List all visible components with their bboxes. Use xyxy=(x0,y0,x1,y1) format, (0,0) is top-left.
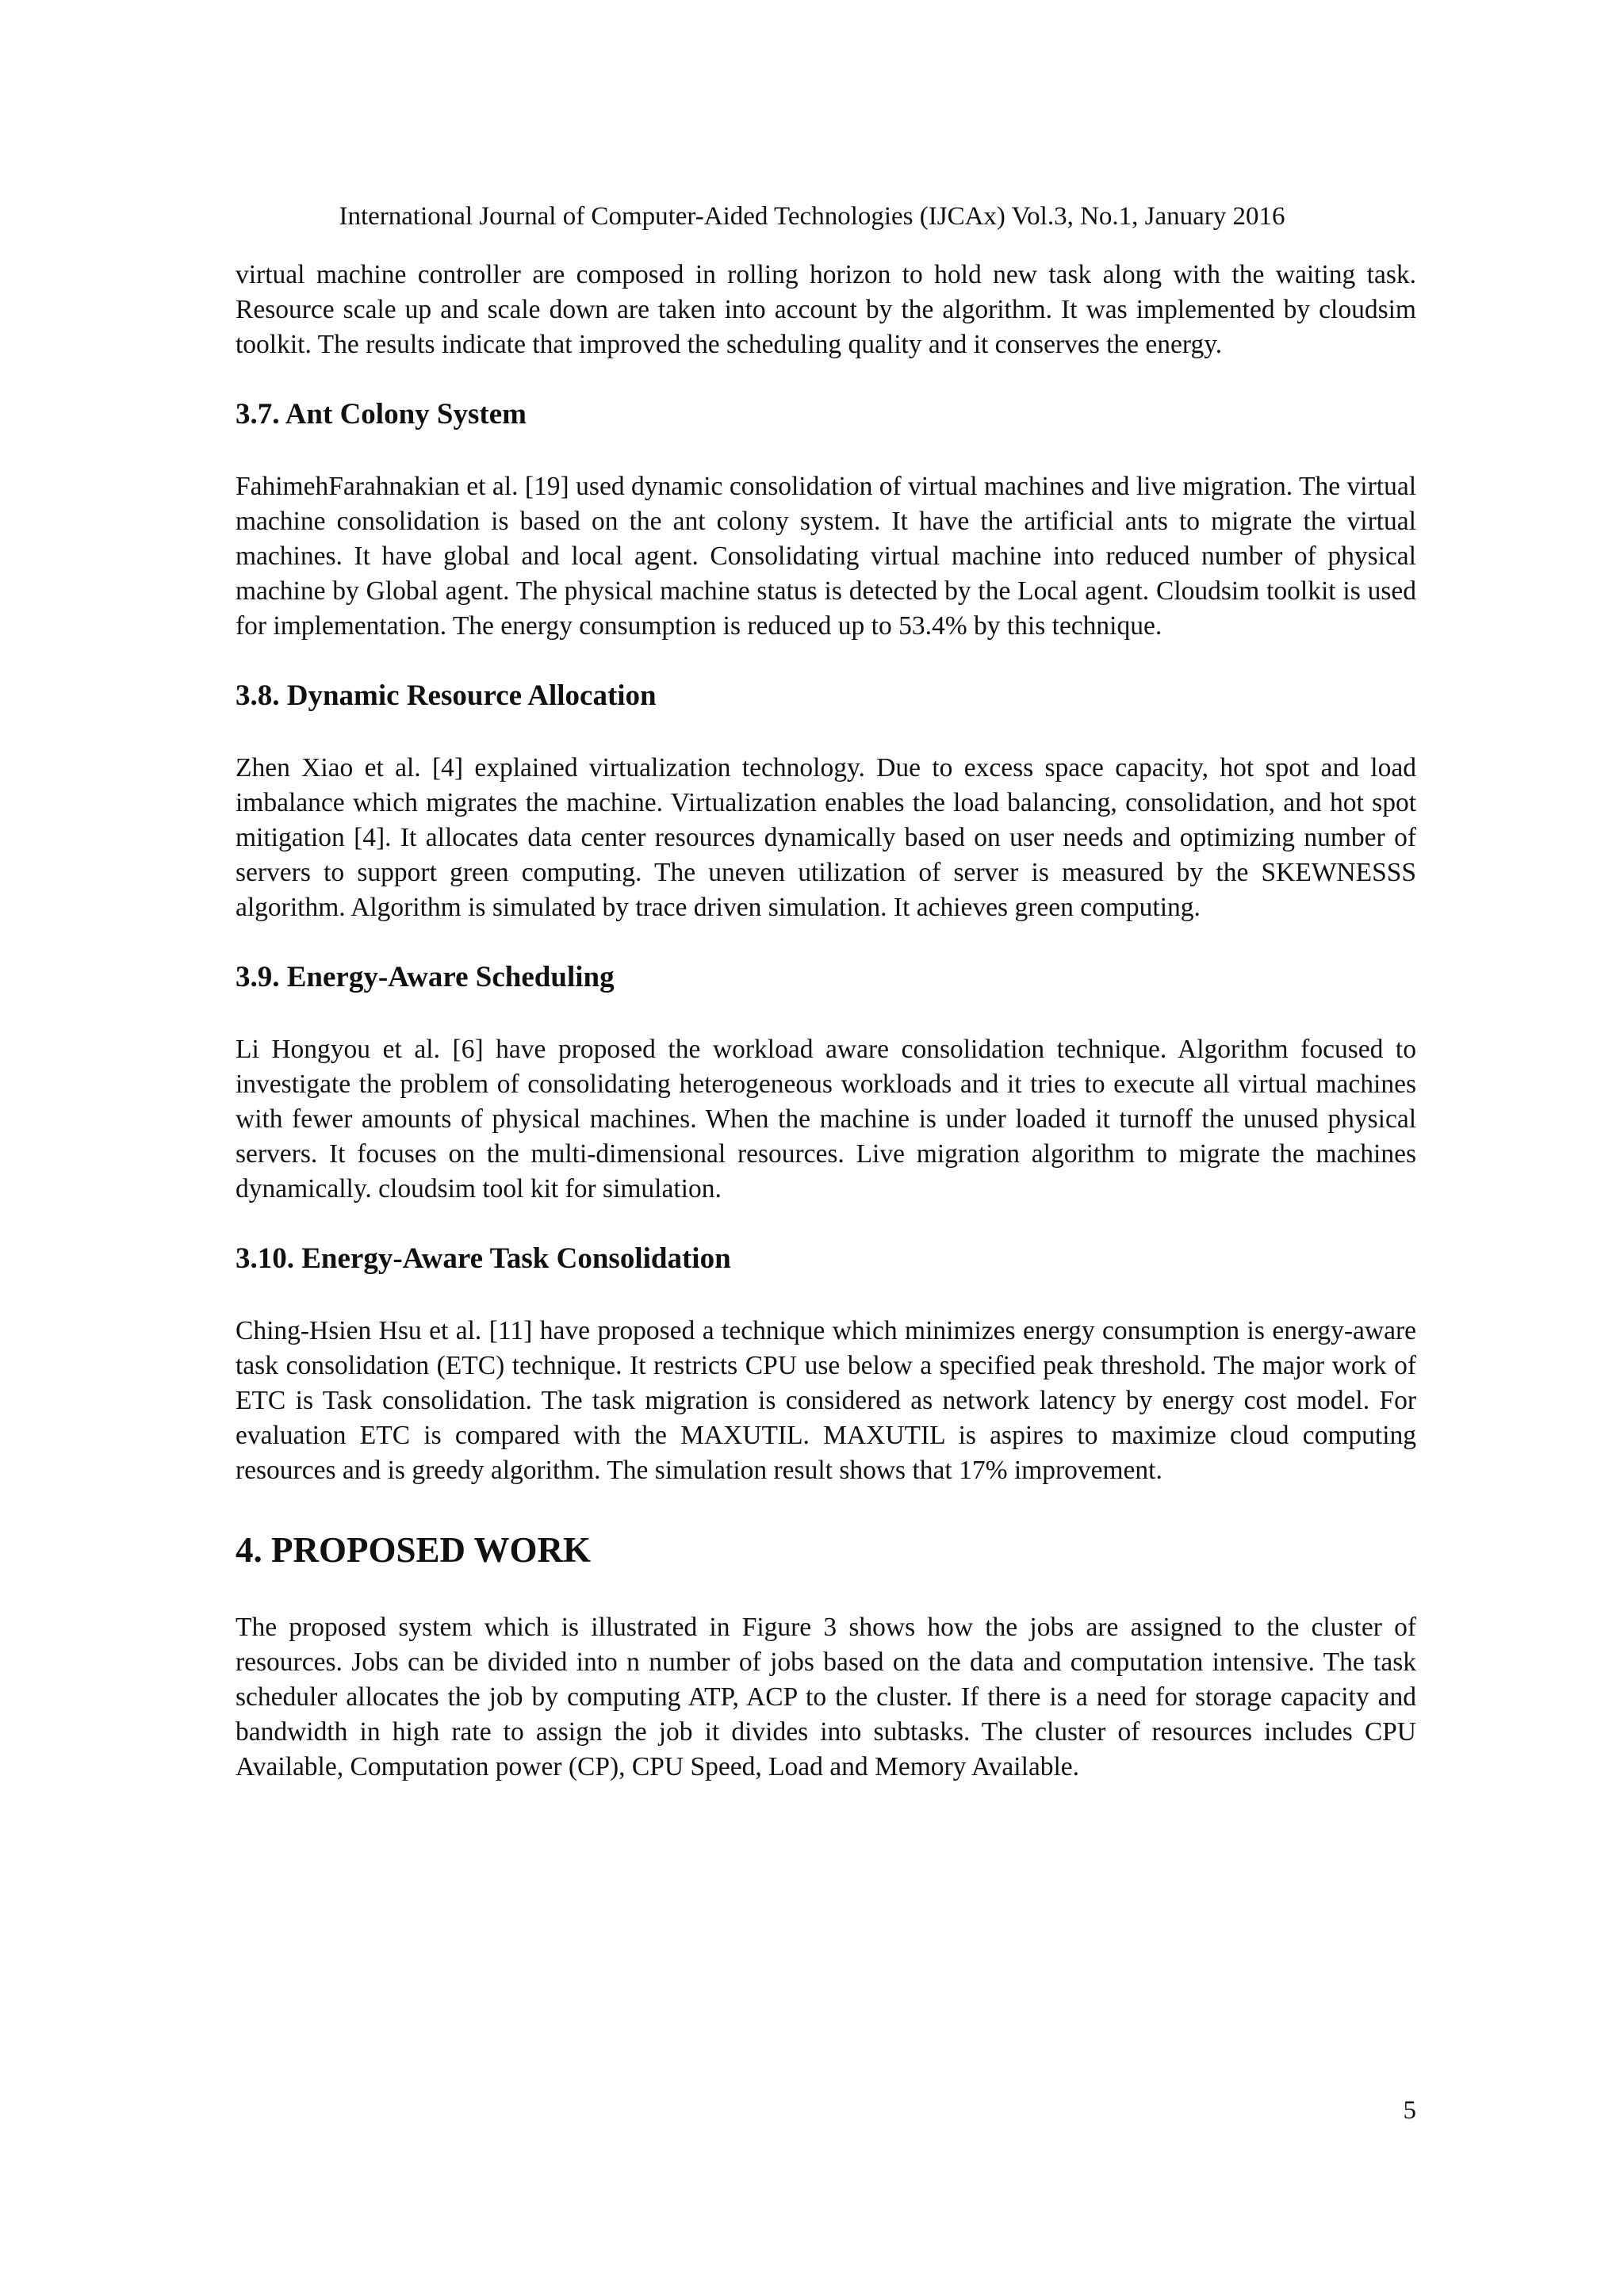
section-heading-4: 4. PROPOSED WORK xyxy=(236,1530,591,1570)
section-heading-3-10: 3.10. Energy-Aware Task Consolidation xyxy=(236,1242,731,1275)
paragraph-4: The proposed system which is illustrated in Figure 3 shows how the jobs are assigned to the cluster of resources. Jobs can be divided into n number of jobs based on the data and computation intensive. The task scheduler allocates the job by computing ATP, ACP to the cluster. If there is a need for storage capacity and bandwidth in high rate to assign the job it divides into subtasks. The cluster of resources includes CPU Available, Computation power (CP), CPU Speed, Load and Memory Available. xyxy=(236,1613,1416,1781)
main-body xyxy=(236,258,1416,1785)
section-heading-3-7: 3.7. Ant Colony System xyxy=(236,398,527,430)
paragraph-3-10: Ching-Hsien Hsu et al. [11] have proposed a technique which minimizes energy consumption is energy-aware task consolidation (ETC) technique. It restricts CPU use below a specified peak threshold. The major work of ETC is Task consolidation. The task migration is considered as network latency by energy cost model. For evaluation ETC is compared with the MAXUTIL. MAXUTIL is aspires to maximize cloud computing resources and is greedy algorithm. The simulation result shows that 17% improvement. xyxy=(236,1316,1416,1485)
paragraph-3-9: Li Hongyou et al. [6] have proposed the workload aware consolidation technique. Algorithm focused to investigate the problem of consolidating heterogeneous workloads and it tries to execute all virtual machines with fewer amounts of physical machines. When the machine is under loaded it turnoff the unused physical servers. It focuses on the multi-dimensional resources. Live migration algorithm to migrate the machines dynamically. cloudsim tool kit for simulation. xyxy=(236,1035,1416,1203)
section-heading-3-8: 3.8. Dynamic Resource Allocation xyxy=(236,679,657,712)
section-heading-3-9: 3.9. Energy-Aware Scheduling xyxy=(236,961,615,993)
intro-paragraph: virtual machine controller are composed in rolling horizon to hold new task along with the waiting task. Resource scale up and scale down are taken into account by the algorithm. It was implemented by cloudsim toolkit. The results indicate that improved the scheduling quality and it conserves the energy. xyxy=(236,260,1416,359)
page-number: 5 xyxy=(1403,2096,1416,2125)
running-header: International Journal of Computer-Aided Technologies (IJCAx) Vol.3, No.1, January 2016 xyxy=(339,202,1285,231)
paragraph-3-7: FahimehFarahnakian et al. [19] used dynamic consolidation of virtual machines and live migration. The virtual machine consolidation is based on the ant colony system. It have the artificial ants to migrate the virtual machines. It have global and local agent. Consolidating virtual machine into reduced number of physical machine by Global agent. The physical machine status is detected by the Local agent. Cloudsim toolkit is used for implementation. The energy consumption is reduced up to 53.4% by this technique. xyxy=(236,472,1416,641)
paragraph-3-8: Zhen Xiao et al. [4] explained virtualization technology. Due to excess space capacity, hot spot and load imbalance which migrates the machine. Virtualization enables the load balancing, consolidation, and hot spot mitigation [4]. It allocates data center resources dynamically based on user needs and optimizing number of servers to support green computing. The uneven utilization of server is measured by the SKEWNESSS algorithm. Algorithm is simulated by trace driven simulation. It achieves green computing. xyxy=(236,753,1416,922)
